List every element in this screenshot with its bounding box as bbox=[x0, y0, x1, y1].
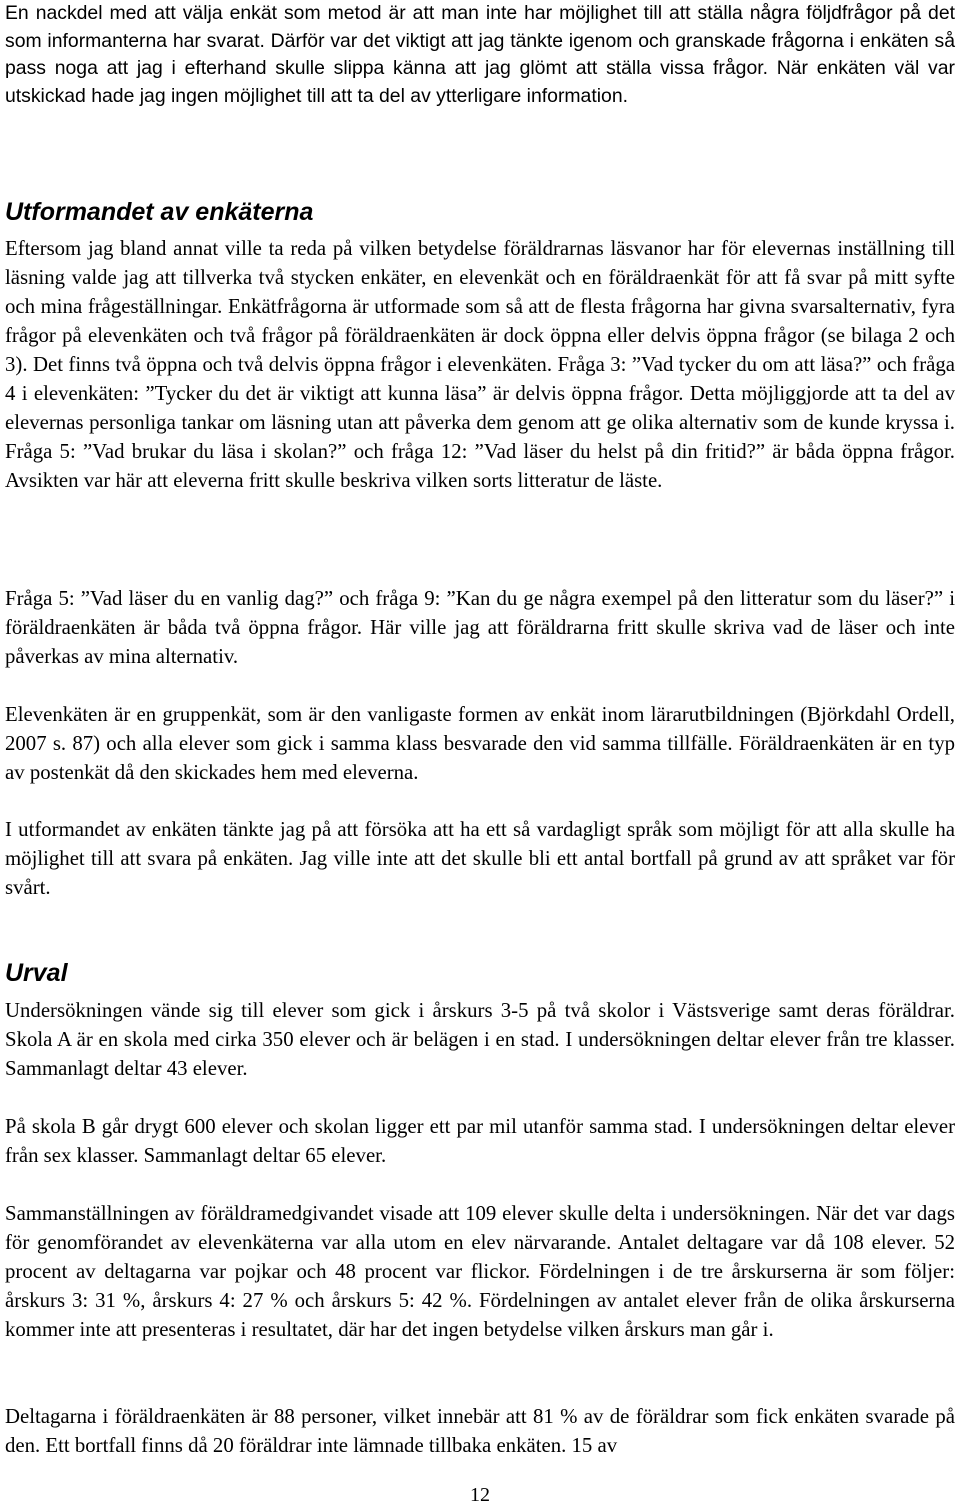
paragraph: Undersökningen vände sig till elever som gick i årskurs 3-5 på två skolor i Västsverige samt deras föräldrar. Skola A är en skola med cirka 350 elever och är belägen i en stad. I undersökningen deltar elever från tre klasser. Sammanlagt deltar 43 elever. bbox=[5, 999, 955, 1080]
paragraph: Elevenkäten är en gruppenkät, som är den vanligaste formen av enkät inom lärarutbildningen (Björkdahl Ordell, 2007 s. 87) och alla elever som gick i samma klass besvarade den vid samma tillfälle. Föräldraenkäten är en typ av postenkät då den skickades hem med eleverna. bbox=[5, 703, 955, 784]
paragraph: Eftersom jag bland annat ville ta reda på vilken betydelse föräldrarnas läsvanor har för elevernas inställning till läsning valde jag att tillverka två stycken enkäter, en elevenkät och en föräldraenkät för att få svar på mitt syfte och mina frågeställningar. Enkätfrågorna är utformade som så att de flesta frågorna har givna svarsalternativ, fyra frågor på elevenkäten och två frågor på föräldraenkäten är dock öppna eller delvis öppna frågor (se bilaga 2 och 3). Det finns två öppna och två delvis öppna frågor i elevenkäten. Fråga 3: ”Vad tycker du om att läsa?” och fråga 4 i elevenkäten: ”Tycker du det är viktigt att kunna läsa” är delvis öppna frågor. Detta möjliggjorde att ta del av elevernas personliga tankar om läsning utan att påverka dem genom att ge olika alternativ som de kunde kryssa i. Fråga 5: ”Vad brukar du läsa i skolan?” och fråga 12: ”Vad läser du helst på din fritid?” är båda öppna frågor. Avsikten var här att eleverna fritt skulle beskriva vilken sorts litteratur de läste. bbox=[5, 237, 955, 492]
intro-paragraph: En nackdel med att välja enkät som metod är att man inte har möjlighet till att ställa några följdfrågor på det som informanterna har svarat. Därför var det viktigt att jag tänkte igenom och granskade frågorna i enkäten så pass noga att jag i efterhand skulle slippa känna att jag glömt att ställa vissa frågor. När enkäten väl var utskickad hade jag ingen möjlighet till att ta del av ytterligare information. bbox=[5, 2, 955, 107]
paragraph: På skola B går drygt 600 elever och skolan ligger ett par mil utanför samma stad. I undersökningen deltar elever från sex klasser. Sammanlagt deltar 65 elever. bbox=[5, 1115, 955, 1167]
paragraph: Fråga 5: ”Vad läser du en vanlig dag?” och fråga 9: ”Kan du ge några exempel på den litteratur som du läser?” i föräldraenkäten är båda två öppna frågor. Här ville jag att föräldrarna fritt skulle skriva vad de läser och inte påverkas av mina alternativ. bbox=[5, 587, 955, 668]
paragraph: Deltagarna i föräldraenkäten är 88 personer, vilket innebär att 81 % av de föräldrar som fick enkäten svarade på den. Ett bortfall finns då 20 föräldrar inte lämnade tillbaka enkäten. 15 av bbox=[5, 1405, 955, 1457]
paragraph: I utformandet av enkäten tänkte jag på att försöka att ha ett så vardagligt språk som möjligt för att alla skulle ha möjlighet till att svara på enkäten. Jag ville inte att det skulle bli ett antal bortfall på grund av att språket var för svårt. bbox=[5, 818, 955, 899]
section-heading-urval: Urval bbox=[5, 959, 68, 987]
section-heading-utformandet: Utformandet av enkäterna bbox=[5, 198, 314, 226]
page-number: 12 bbox=[470, 1484, 490, 1506]
paragraph: Sammanställningen av föräldramedgivandet visade att 109 elever skulle delta i undersökningen. När det var dags för genomförandet av elevenkäterna var alla utom en elev närvarande. Antalet deltagare var då 108 elever. 52 procent av deltagarna var pojkar och 48 procent var flickor. Fördelningen i de tre årskurserna är som följer: årskurs 3: 31 %, årskurs 4: 27 % och årskurs 5: 42 %. Fördelningen av antalet elever från de olika årskurserna kommer inte att presenteras i resultatet, där har det ingen betydelse vilken årskurs man går i. bbox=[5, 1202, 955, 1341]
